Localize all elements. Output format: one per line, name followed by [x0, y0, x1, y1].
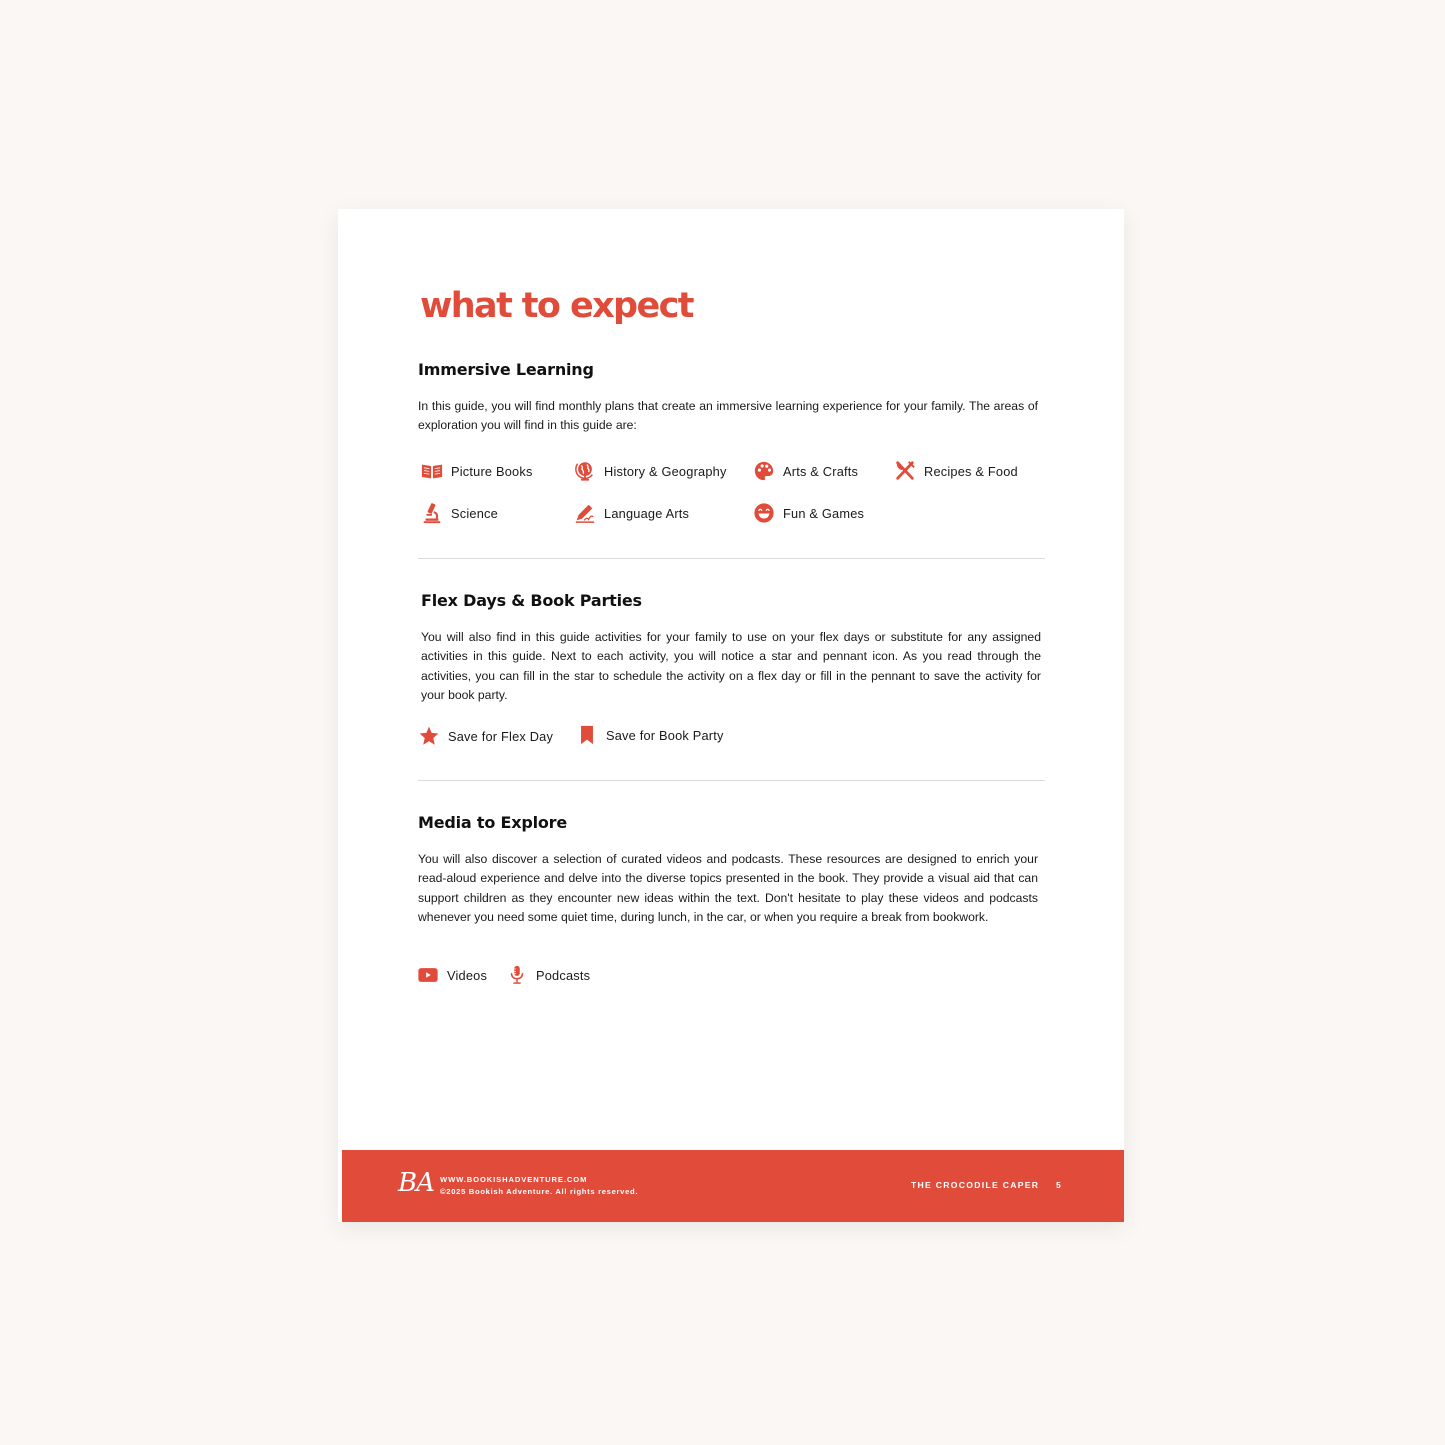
category-arts-crafts — [753, 460, 858, 482]
flex-days-body: You will also find in this guide activities for your family to use on your flex days or substitute for any assigned activities in this guide. Next to each activity, you will notice a star and pennant icon. As you read through the activities, you can fill in the star to schedule the activity on a flex day or fill in the pennant to save the activity for your book party. — [421, 630, 1041, 702]
category-label: Science — [451, 505, 498, 521]
brand-logo: BA — [398, 1168, 434, 1198]
footer-book-title: THE CROCODILE CAPER — [911, 1180, 1040, 1190]
document-page — [338, 209, 1124, 1222]
category-label: Fun & Games — [783, 505, 865, 521]
legend-videos — [417, 964, 487, 986]
star-icon — [418, 725, 440, 747]
media-body: You will also discover a selection of curated videos and podcasts. These resources are designed to enrich your read-aloud experience and delve into the diverse topics presented in the book. They provide a visual aid that can support children as they encounter new ideas within the text. Don't hesitate to play these videos and podcasts whenever you need some quiet time, during lunch, in the car, or when you require a break from bookwork. — [418, 852, 1038, 924]
legend-label: Save for Book Party — [606, 727, 724, 743]
section-divider — [418, 780, 1045, 781]
section-divider — [418, 558, 1045, 559]
pennant-icon — [576, 724, 598, 746]
page-title: what to expect — [420, 286, 693, 326]
page-number: 5 — [1056, 1180, 1061, 1190]
footer-website: WWW.BOOKISHADVENTURE.COM — [440, 1175, 588, 1184]
laughing-face-icon — [753, 502, 775, 524]
category-label: Arts & Crafts — [783, 463, 859, 479]
footer-copyright: ©2025 Bookish Adventure. All rights reserved. — [440, 1187, 639, 1196]
microphone-icon — [506, 964, 528, 986]
category-label: Picture Books — [451, 463, 533, 479]
globe-icon — [574, 460, 596, 482]
legend-podcasts — [506, 964, 590, 986]
media-section — [418, 813, 1038, 927]
category-history-geography — [574, 460, 727, 482]
open-book-icon — [421, 460, 443, 482]
legend-label: Podcasts — [536, 967, 591, 983]
legend-label: Save for Flex Day — [448, 728, 554, 744]
immersive-learning-heading: Immersive Learning — [418, 360, 594, 379]
category-label: Language Arts — [604, 505, 690, 521]
palette-icon — [753, 460, 775, 482]
pencil-writing-icon — [574, 502, 596, 524]
utensils-icon — [894, 460, 916, 482]
category-language-arts — [574, 502, 689, 524]
category-science — [421, 502, 498, 524]
media-heading: Media to Explore — [418, 813, 568, 832]
immersive-learning-body: In this guide, you will find monthly plans that create an immersive learning experience for your family. The areas of exploration you will find in this guide are: — [418, 399, 1038, 433]
flex-days-section — [421, 591, 1041, 705]
immersive-learning-section — [418, 360, 1038, 436]
microscope-icon — [421, 502, 443, 524]
legend-flex-day — [418, 725, 553, 747]
category-label: Recipes & Food — [924, 463, 1018, 479]
category-picture-books — [421, 460, 533, 482]
legend-label: Videos — [447, 967, 488, 983]
flex-days-heading: Flex Days & Book Parties — [421, 591, 642, 610]
category-fun-games — [753, 502, 864, 524]
category-label: History & Geography — [604, 463, 727, 479]
legend-book-party — [576, 724, 724, 746]
page-footer — [342, 1150, 1124, 1222]
category-recipes-food — [894, 460, 1018, 482]
video-play-icon — [417, 964, 439, 986]
